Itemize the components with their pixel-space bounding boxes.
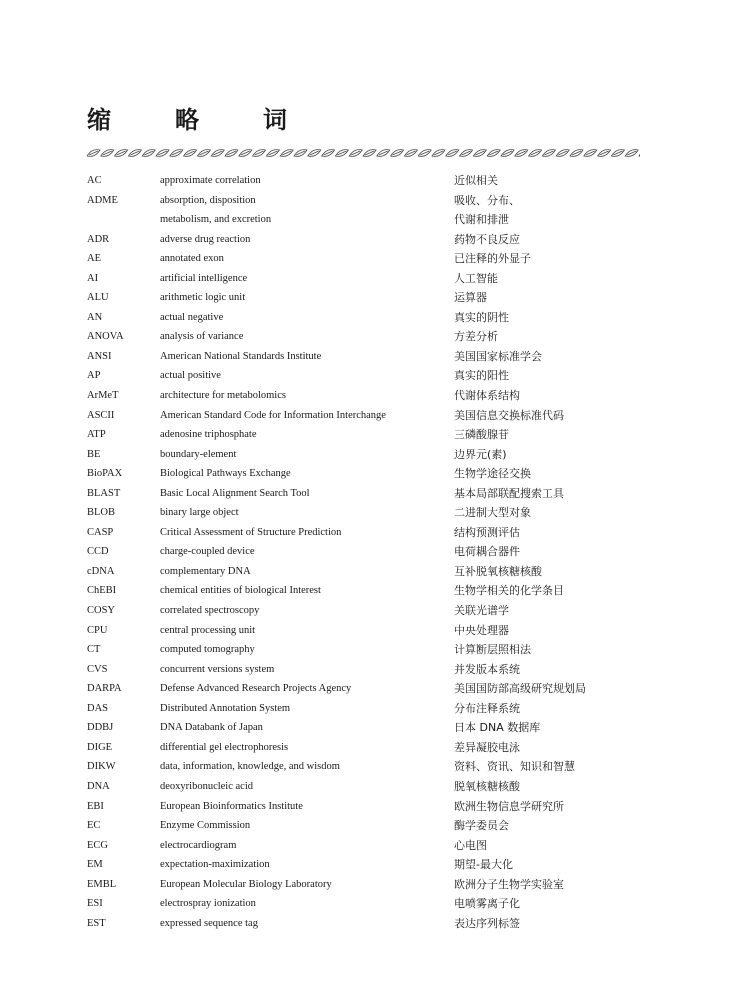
abbreviation: AE: [87, 253, 101, 265]
chinese-term: 真实的阳性: [454, 369, 509, 383]
english-term: electrocardiogram: [160, 839, 237, 851]
ornament-leaf: [335, 150, 348, 157]
abbreviation-list: [87, 171, 647, 933]
abbreviation: CASP: [87, 526, 114, 538]
ornament-leaf: [170, 150, 183, 157]
list-item: [87, 269, 647, 289]
abbreviation: DNA: [87, 780, 110, 792]
chinese-term: 近似相关: [454, 174, 498, 187]
abbreviation: AP: [87, 370, 101, 382]
list-item: [87, 230, 647, 250]
abbreviation: CVS: [87, 663, 108, 675]
abbreviation: BE: [87, 448, 101, 460]
abbreviation: ASCII: [87, 409, 115, 421]
ornament-leaf: [446, 150, 459, 157]
ornament-leaf: [639, 150, 640, 157]
english-term: American National Standards Institute: [160, 350, 322, 362]
list-item: [87, 718, 647, 738]
list-item: [87, 679, 647, 699]
ornament-leaf: [529, 150, 542, 157]
english-term: approximate correlation: [160, 175, 261, 186]
chinese-term: 欧洲生物信息学研究所: [454, 799, 564, 813]
chinese-term: 结构预测评估: [454, 525, 520, 539]
list-item: [87, 797, 647, 817]
abbreviation: ALU: [87, 292, 109, 304]
ornament-leaf: [322, 150, 335, 157]
chinese-term: 表达序列标签: [454, 916, 520, 930]
abbreviation: AI: [87, 272, 99, 284]
ornament-leaf: [308, 150, 321, 157]
ornament-leaf: [115, 150, 128, 157]
ornament-leaf: [611, 150, 624, 157]
list-item: [87, 406, 647, 426]
english-term: actual negative: [160, 311, 224, 323]
english-term: DNA Databank of Japan: [160, 722, 263, 734]
list-item: [87, 503, 647, 523]
chinese-term: 并发版本系统: [454, 662, 520, 676]
chinese-term: 电荷耦合器件: [454, 545, 520, 559]
abbreviation: EMBL: [87, 878, 117, 890]
abbreviation: BioPAX: [87, 468, 123, 480]
abbreviation: ChEBI: [87, 585, 117, 597]
chinese-term: 边界元(素): [454, 447, 507, 461]
ornament-leaf: [460, 150, 473, 157]
english-term: analysis of variance: [160, 331, 244, 343]
ornament-leaf: [156, 150, 169, 157]
abbreviation: ANSI: [87, 350, 112, 362]
english-term: differential gel electrophoresis: [160, 741, 289, 753]
chinese-term: 互补脱氧核糖核酸: [454, 564, 542, 578]
ornament-leaf: [584, 150, 597, 157]
abbreviation: BLOB: [87, 507, 116, 519]
chinese-term: 药物不良反应: [454, 232, 520, 246]
abbreviation: DIGE: [87, 741, 113, 753]
list-item: [87, 738, 647, 758]
ornament-leaf: [515, 150, 528, 157]
abbreviation: cDNA: [87, 565, 115, 577]
ornament-leaf: [280, 150, 293, 157]
chinese-term: 方差分析: [454, 330, 498, 344]
ornament-leaf: [418, 150, 431, 157]
abbreviation: [87, 210, 160, 230]
chinese-term: 美国信息交换标准代码: [454, 408, 564, 422]
english-term: correlated spectroscopy: [160, 605, 260, 617]
list-item: [87, 757, 647, 777]
ornament-leaf: [473, 150, 486, 157]
list-item: [87, 914, 647, 934]
list-item: [87, 621, 647, 641]
english-term: architecture for metabolomics: [160, 390, 286, 402]
abbreviation: BLAST: [87, 487, 121, 499]
chinese-term: 生物学相关的化学条目: [454, 584, 564, 598]
list-item: [87, 484, 647, 504]
abbreviation: ADME: [87, 194, 118, 206]
ornament-leaf: [625, 150, 638, 157]
abbreviation: ANOVA: [87, 331, 124, 343]
ornament-leaf: [349, 150, 362, 157]
list-item: [87, 875, 647, 895]
list-item: [87, 445, 647, 465]
english-term: Enzyme Commission: [160, 820, 251, 832]
chinese-term: 分布注释系统: [454, 701, 520, 715]
english-term: adverse drug reaction: [160, 233, 251, 245]
abbreviation: DAS: [87, 702, 109, 714]
abbreviation: DIKW: [87, 761, 116, 773]
chinese-term: 代谢和排泄: [454, 213, 509, 227]
abbreviation: CT: [87, 644, 101, 656]
ornament-leaf: [239, 150, 252, 157]
english-term: Basic Local Alignment Search Tool: [160, 487, 310, 499]
chinese-term: 人工智能: [454, 271, 498, 285]
list-item: [87, 171, 647, 191]
list-item: [87, 308, 647, 328]
english-term: metabolism, and excretion: [160, 214, 272, 226]
list-item: [87, 660, 647, 680]
abbreviation: CCD: [87, 546, 109, 558]
english-term: boundary-element: [160, 448, 237, 460]
abbreviation: AN: [87, 311, 103, 323]
chinese-term: 计算断层照相法: [454, 643, 531, 657]
list-item: [87, 523, 647, 543]
chinese-term: 美国国家标准学会: [454, 349, 542, 363]
ornament-leaf: [211, 150, 224, 157]
ornament-leaf: [598, 150, 611, 157]
english-term: artificial intelligence: [160, 272, 248, 284]
english-term: absorption, disposition: [160, 194, 256, 206]
chinese-term: 三磷酸腺苷: [454, 428, 509, 442]
english-term: annotated exon: [160, 253, 224, 265]
english-term: Biological Pathways Exchange: [160, 468, 291, 480]
list-item: [87, 816, 647, 836]
english-term: European Bioinformatics Institute: [160, 800, 303, 812]
chinese-term: 真实的阴性: [454, 310, 509, 324]
chinese-term: 日本 DNA 数据库: [454, 721, 541, 735]
list-item: [87, 288, 647, 308]
abbreviation: ECG: [87, 839, 108, 851]
list-item: [87, 894, 647, 914]
chinese-term: 欧洲分子生物学实验室: [454, 877, 564, 891]
english-term: computed tomography: [160, 644, 255, 656]
ornament-leaf: [266, 150, 279, 157]
ornament-leaf: [542, 150, 555, 157]
ornament-leaf: [404, 150, 417, 157]
list-item: [87, 777, 647, 797]
chinese-term: 差异凝胶电泳: [454, 740, 520, 754]
list-item: [87, 562, 647, 582]
list-item: [87, 464, 647, 484]
english-term: Distributed Annotation System: [160, 702, 291, 714]
chinese-term: 中央处理器: [454, 623, 509, 637]
abbreviation: DARPA: [87, 683, 122, 695]
chinese-term: 吸收、分布、: [454, 193, 520, 207]
english-term: Critical Assessment of Structure Prediction: [160, 526, 342, 538]
list-item: [87, 425, 647, 445]
ornament-leaf: [501, 150, 514, 157]
abbreviation: ATP: [87, 429, 106, 441]
english-term: expressed sequence tag: [160, 917, 258, 929]
english-term: Defense Advanced Research Projects Agency: [160, 683, 352, 695]
abbreviation: AC: [87, 175, 102, 186]
ornament-leaf: [197, 150, 210, 157]
chinese-term: 基本局部联配搜索工具: [454, 486, 564, 500]
abbreviation: DDBJ: [87, 722, 114, 734]
english-term: charge-coupled device: [160, 546, 255, 558]
list-item: [87, 836, 647, 856]
chinese-term: 关联光谱学: [454, 604, 509, 618]
ornament-leaf: [432, 150, 445, 157]
ornament-leaf: [184, 150, 197, 157]
ornament-leaf: [294, 150, 307, 157]
ornament-leaf: [377, 150, 390, 157]
ornament-leaf: [142, 150, 155, 157]
english-term: central processing unit: [160, 624, 256, 636]
ornament-leaf: [128, 150, 141, 157]
chinese-term: 运算器: [454, 291, 487, 305]
chinese-term: 已注释的外显子: [454, 252, 531, 266]
ornament-leaf: [363, 150, 376, 157]
english-term: chemical entities of biological Interest: [160, 585, 321, 597]
list-item: [87, 542, 647, 562]
chinese-term: 期望-最大化: [454, 858, 513, 872]
list-item: [87, 366, 647, 386]
abbreviation: EC: [87, 820, 101, 832]
chinese-term: 生物学途径交换: [454, 467, 531, 481]
english-term: data, information, knowledge, and wisdom: [160, 761, 340, 773]
abbreviation: EST: [87, 917, 106, 929]
list-item: [87, 601, 647, 621]
list-item: [87, 347, 647, 367]
english-term: binary large object: [160, 507, 239, 519]
list-item: [87, 855, 647, 875]
ornament-leaf: [101, 150, 114, 157]
chinese-term: 酶学委员会: [454, 819, 509, 833]
page-title: 缩 略 词: [87, 105, 307, 134]
abbreviation: ArMeT: [87, 390, 119, 402]
english-term: American Standard Code for Information Interchange: [160, 409, 386, 421]
list-item: [87, 640, 647, 660]
abbreviation: ADR: [87, 233, 110, 245]
ornament-leaf: [391, 150, 404, 157]
english-term: European Molecular Biology Laboratory: [160, 878, 332, 890]
abbreviation: COSY: [87, 605, 116, 617]
abbreviation: CPU: [87, 624, 108, 636]
ornament-leaf: [253, 150, 266, 157]
english-term: adenosine triphosphate: [160, 429, 257, 441]
list-item: [87, 191, 647, 211]
english-term: electrospray ionization: [160, 898, 256, 910]
list-item: [87, 327, 647, 347]
ornament-leaf: [487, 150, 500, 157]
english-term: deoxyribonucleic acid: [160, 780, 254, 792]
abbreviation: EM: [87, 859, 103, 871]
english-term: concurrent versions system: [160, 663, 275, 675]
chinese-term: 资料、资讯、知识和智慧: [454, 760, 575, 774]
list-item: [87, 210, 647, 230]
decorative-divider: [87, 146, 640, 158]
chinese-term: 电喷雾离子化: [454, 897, 520, 911]
abbreviation: ESI: [87, 898, 103, 910]
chinese-term: 脱氧核糖核酸: [454, 779, 520, 793]
list-item: [87, 699, 647, 719]
english-term: complementary DNA: [160, 565, 251, 577]
chinese-term: 代谢体系结构: [454, 389, 520, 403]
chinese-term: 心电图: [454, 838, 487, 852]
ornament-leaf: [570, 150, 583, 157]
english-term: arithmetic logic unit: [160, 292, 246, 304]
list-item: [87, 581, 647, 601]
ornament-leaf: [556, 150, 569, 157]
chinese-term: 二进制大型对象: [454, 506, 531, 520]
chinese-term: 美国国防部高级研究规划局: [454, 682, 586, 696]
abbreviation: EBI: [87, 800, 104, 812]
list-item: [87, 386, 647, 406]
english-term: expectation-maximization: [160, 859, 270, 871]
list-item: [87, 249, 647, 269]
ornament-leaf: [225, 150, 238, 157]
english-term: actual positive: [160, 370, 221, 382]
ornament-leaf: [87, 150, 100, 157]
